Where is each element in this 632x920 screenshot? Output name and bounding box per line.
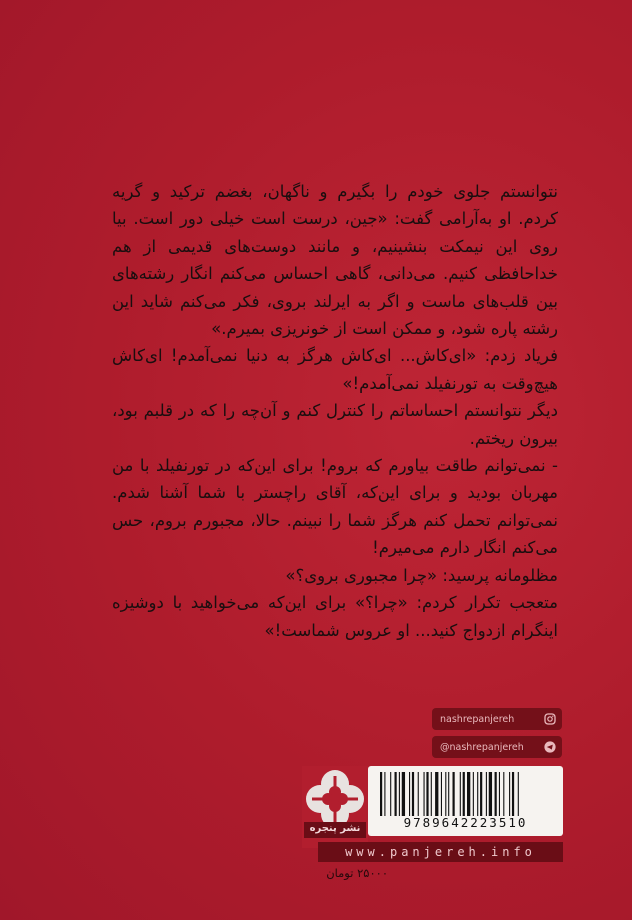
- instagram-icon: [543, 713, 556, 726]
- excerpt-paragraph-3: دیگر نتوانستم احساساتم را کنترل کنم و آن‌چه را که در قلبم بود، بیرون ریختم.: [112, 401, 558, 448]
- barcode-bars: [378, 772, 556, 816]
- telegram-handle-text: @nashrepanjereh: [440, 741, 524, 753]
- publisher-logo: [302, 766, 368, 848]
- excerpt-paragraph-5: مظلومانه پرسید: «چرا مجبوری بروی؟»: [285, 565, 558, 585]
- publisher-name: نشر پنجره: [309, 823, 361, 834]
- isbn-number: 9789642223510: [403, 815, 528, 830]
- publisher-website: www.panjereh.info: [318, 842, 563, 862]
- excerpt-text: [112, 178, 558, 644]
- instagram-handle-text: nashrepanjereh: [440, 713, 515, 725]
- telegram-icon: [543, 741, 556, 754]
- excerpt-paragraph-6: متعجب تکرار کردم: «چرا؟» برای این‌که می‌خواهید با دوشیزه اینگرام ازدواج کنید... او عروس شماست!»: [112, 593, 558, 640]
- excerpt-paragraph-2: فریاد زدم: «ای‌کاش... ای‌کاش هرگز به دنیا نمی‌آمدم! ای‌کاش هیچ‌وقت به تورنفیلد نمی‌آمدم!»: [112, 346, 558, 393]
- price-label: ۲۵۰۰۰ تومان: [326, 866, 388, 880]
- telegram-handle: [432, 736, 562, 758]
- isbn-barcode: [368, 766, 563, 836]
- excerpt-paragraph-1: نتوانستم جلوی خودم را بگیرم و ناگهان، بغضم ترکید و گریه کردم. او به‌آرامی گفت: «جین، درست است خیلی دور است. بیا روی این نیمکت بنشینیم، و مانند دوست‌های قدیمی از هم خداحافظی کنیم. می‌دانی، گاهی احساس می‌کنم انگار رشته‌های بین قلب‌های ماست و اگر به ایرلند بروی، فکر می‌کنم شاید این رشته پاره شود، و ممکن است از خونریزی بمیرم.»: [112, 182, 558, 339]
- excerpt-paragraph-4: - نمی‌توانم طاقت بیاورم که بروم! برای این‌که در تورنفیلد با من مهربان بودید و برای این‌که، آقای راچستر با شما آشنا شدم. نمی‌توانم تحمل کنم هرگز شما را نبینم. حالا، مجبورم بروم، حس می‌کنم انگار دارم می‌میرم!: [112, 456, 558, 558]
- instagram-handle: [432, 708, 562, 730]
